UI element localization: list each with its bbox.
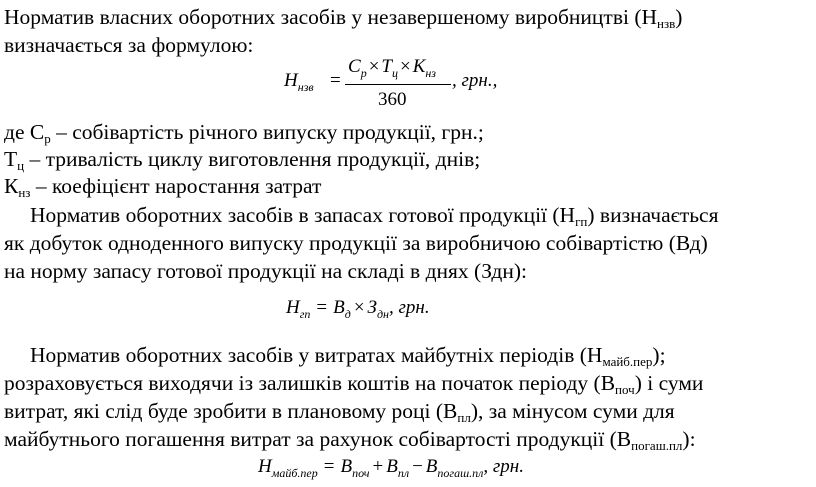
formula1-unit: , грн., — [452, 70, 498, 91]
definition-knz: $К_{нз}$ – коефіцієнт наростання затрат — [4, 174, 322, 200]
formula1-fraction-bar — [345, 84, 451, 85]
paragraph2-line3: на норму запасу готової продукції на складі в днях (Здн): — [4, 259, 528, 283]
text: ) — [675, 5, 683, 29]
paragraph2-line1: Норматив оборотних засобів в запасах готової продукції $(Н_{гп})$ визначається — [30, 203, 719, 229]
formula1-lhs: $Н_{нзв}$ — [284, 70, 314, 94]
formula-2: $Н_{гп} = В_д \times З_{дн}$, грн. — [286, 297, 430, 321]
paragraph3-line2: розраховується виходячи із залишків коштів на початок періоду $(В_{поч})$ і суми — [4, 371, 704, 397]
paragraph3-line3: витрат, які слід буде зробити в плановому році $(В_{пл})$, за мінусом суми для — [4, 399, 675, 425]
formula-3: $Н_{майб.пер} = В_{поч} + В_{пл} - В_{погаш.пл}$, грн. — [258, 456, 524, 480]
formula1-numerator: $С_р \times Т_ц \times К_{нз}$ — [348, 56, 436, 80]
formula1-equals: = — [330, 70, 341, 91]
text: визначається за формулою: — [4, 33, 254, 57]
subscript: нзв — [657, 16, 676, 31]
formula1-denominator: 360 — [378, 89, 407, 110]
definition-tc: $Т_ц$ – тривалість циклу виготовлення продукції, днів; — [4, 147, 481, 173]
definition-cp: де $С_р$ – собівартість річного випуску продукції, грн.; — [4, 120, 484, 146]
paragraph2-line2: як добуток одноденного випуску продукції за виробничою собівартістю (Вд) — [4, 231, 708, 255]
paragraph3-line4: майбутнього погашення витрат за рахунок собівартості продукції $(В_{погаш.пл})$: — [4, 427, 696, 453]
paragraph1-line1 — [4, 4, 682, 30]
paragraph1-line2 — [4, 32, 253, 58]
paragraph3-line1: Норматив оборотних засобів у витратах майбутніх періодів $(Н_{майб.пер})$; — [30, 343, 666, 369]
text: Норматив власних оборотних засобів у незавершеному виробництві (Н — [4, 5, 658, 29]
